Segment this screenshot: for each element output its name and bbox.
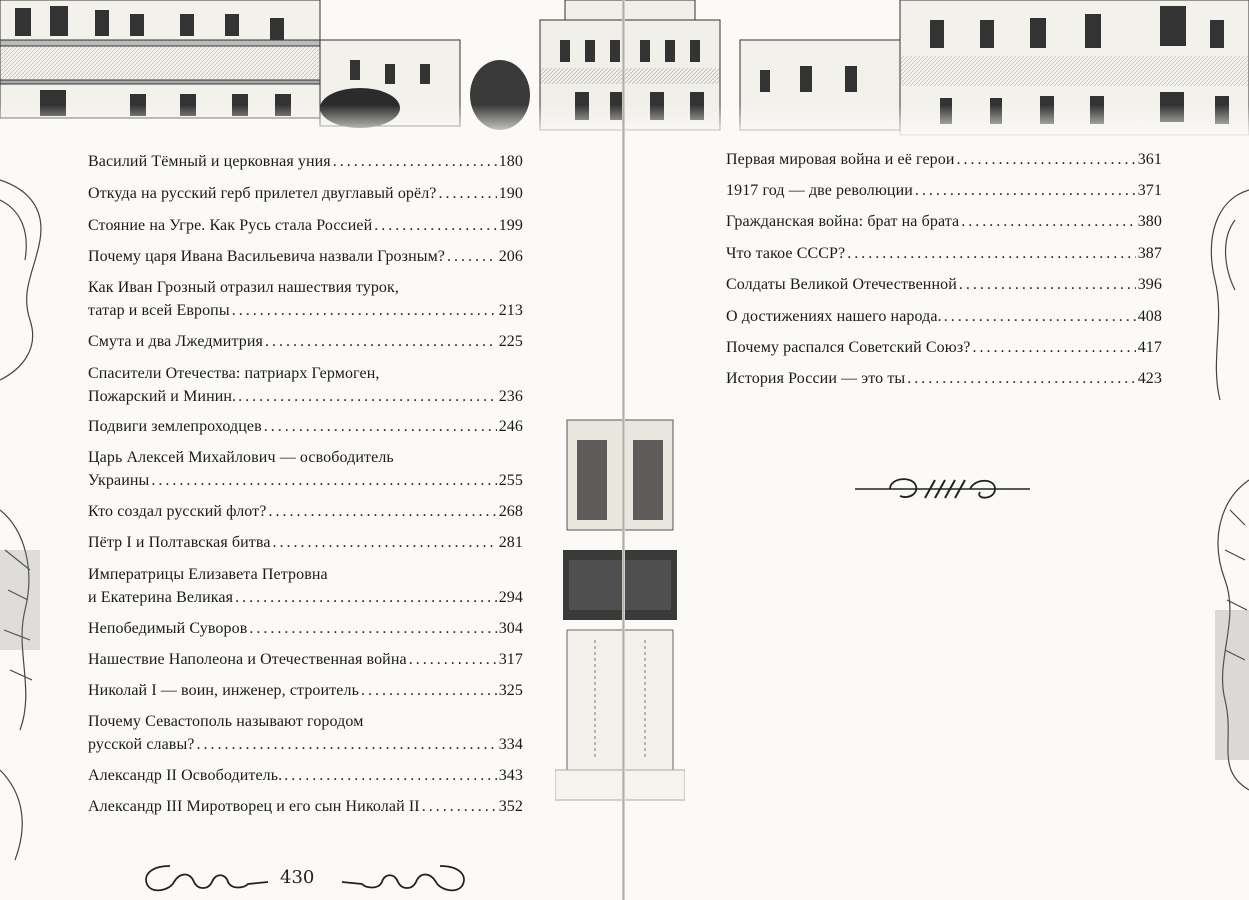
toc-right-column — [726, 0, 1162, 900]
toc-title: Откуда на русский герб прилетел двуглавый орёл? — [88, 185, 437, 202]
toc-title: Александр III Миротворец и его сын Николай II — [88, 798, 420, 815]
toc-title: О достижениях нашего народа. — [726, 308, 942, 325]
toc-entry[interactable] — [726, 148, 1162, 171]
toc-title: Почему царя Ивана Васильевича назвали Грозным? — [88, 248, 446, 265]
footer-flourish-right — [340, 860, 470, 896]
toc-entry[interactable] — [88, 764, 523, 787]
toc-page-number: 190 — [498, 185, 523, 202]
toc-title: Первая мировая война и её герои — [726, 151, 955, 168]
toc-entry[interactable] — [88, 446, 523, 492]
toc-title: Кто создал русский флот? — [88, 503, 267, 520]
toc-title: Почему распался Советский Союз? — [726, 339, 971, 356]
toc-title: История России — это ты — [726, 370, 906, 387]
toc-title: русской славы? — [88, 736, 195, 753]
toc-entry[interactable] — [88, 245, 523, 268]
toc-title: Николай I — воин, инженер, строитель — [88, 682, 359, 699]
toc-title: и Екатерина Великая — [88, 589, 234, 606]
toc-entry[interactable] — [726, 179, 1162, 202]
toc-title: 1917 год — две революции — [726, 182, 913, 199]
toc-entry[interactable] — [88, 182, 523, 205]
toc-page-number: 236 — [498, 388, 523, 405]
toc-title-line: Императрицы Елизавета Петровна — [88, 566, 328, 583]
toc-left-column — [88, 0, 523, 900]
toc-entry[interactable] — [726, 367, 1162, 390]
toc-entry[interactable] — [88, 276, 523, 322]
flourish-ornament — [855, 472, 1030, 506]
toc-page-number: 417 — [1137, 339, 1162, 356]
toc-page-number: 396 — [1137, 276, 1162, 293]
toc-page-number: 225 — [498, 333, 523, 350]
book-gutter — [622, 0, 625, 900]
toc-entry[interactable] — [88, 795, 523, 818]
toc-page-number: 213 — [498, 302, 523, 319]
toc-title-line: Как Иван Грозный отразил нашествия турок, — [88, 279, 399, 296]
toc-title: Гражданская война: брат на брата — [726, 213, 960, 230]
toc-entry[interactable] — [88, 362, 523, 408]
toc-page-number: 408 — [1137, 308, 1162, 325]
toc-page-number: 317 — [498, 651, 523, 668]
toc-page-number: 255 — [498, 472, 523, 489]
toc-page-number: 325 — [498, 682, 523, 699]
toc-title: Смута и два Лжедмитрия — [88, 333, 263, 350]
toc-title: Непобедимый Суворов — [88, 620, 248, 637]
toc-title-line: Спасители Отечества: патриарх Гермоген, — [88, 365, 380, 382]
toc-title: Василий Тёмный и церковная уния — [88, 153, 331, 170]
toc-page-number: 281 — [498, 534, 523, 551]
toc-page-number: 380 — [1137, 213, 1162, 230]
toc-title: Пожарский и Минин. — [88, 388, 237, 405]
toc-page-number: 423 — [1137, 370, 1162, 387]
toc-entry[interactable] — [88, 330, 523, 353]
toc-title-line: Царь Алексей Михайлович — освободитель — [88, 449, 394, 466]
toc-page-number: 268 — [498, 503, 523, 520]
toc-title: Подвиги землепроходцев — [88, 418, 262, 435]
toc-entry[interactable] — [726, 305, 1162, 328]
toc-title: Солдаты Великой Отечественной — [726, 276, 957, 293]
toc-page-number: 371 — [1137, 182, 1162, 199]
toc-page-number: 294 — [498, 589, 523, 606]
toc-entry[interactable] — [726, 336, 1162, 359]
toc-entry[interactable] — [726, 210, 1162, 233]
right-margin-engraving — [1195, 180, 1249, 800]
toc-entry[interactable] — [88, 214, 523, 237]
toc-entry[interactable] — [88, 500, 523, 523]
toc-entry[interactable] — [88, 679, 523, 702]
toc-page-number: 180 — [498, 153, 523, 170]
toc-page-number: 352 — [498, 798, 523, 815]
left-margin-engraving — [0, 170, 50, 870]
toc-entry[interactable] — [726, 242, 1162, 265]
toc-page-number: 387 — [1137, 245, 1162, 262]
toc-title: Пётр I и Полтавская битва — [88, 534, 271, 551]
toc-page-number: 334 — [498, 736, 523, 753]
footer-flourish-left — [140, 860, 270, 896]
toc-page-number: 206 — [498, 248, 523, 265]
gutter-column-engraving — [555, 400, 685, 830]
toc-title-line: Почему Севастополь называют городом — [88, 713, 364, 730]
toc-page-number: 361 — [1137, 151, 1162, 168]
toc-entry[interactable] — [88, 710, 523, 756]
toc-page-number: 199 — [498, 217, 523, 234]
toc-entry[interactable] — [726, 273, 1162, 296]
toc-entry[interactable] — [88, 150, 523, 173]
toc-entry[interactable] — [88, 617, 523, 640]
toc-page-number: 304 — [498, 620, 523, 637]
toc-title: Что такое СССР? — [726, 245, 846, 262]
toc-title: Стояние на Угре. Как Русь стала Россией — [88, 217, 373, 234]
toc-title: Нашествие Наполеона и Отечественная война — [88, 651, 407, 668]
toc-title: татар и всей Европы — [88, 302, 230, 319]
toc-title: Украины — [88, 472, 150, 489]
toc-title: Александр II Освободитель. — [88, 767, 283, 784]
page-number: 430 — [280, 867, 315, 888]
toc-entry[interactable] — [88, 563, 523, 609]
toc-entry[interactable] — [88, 648, 523, 671]
toc-entry[interactable] — [88, 531, 523, 554]
toc-page-number: 246 — [498, 418, 523, 435]
toc-page-number: 343 — [498, 767, 523, 784]
toc-entry[interactable] — [88, 415, 523, 438]
